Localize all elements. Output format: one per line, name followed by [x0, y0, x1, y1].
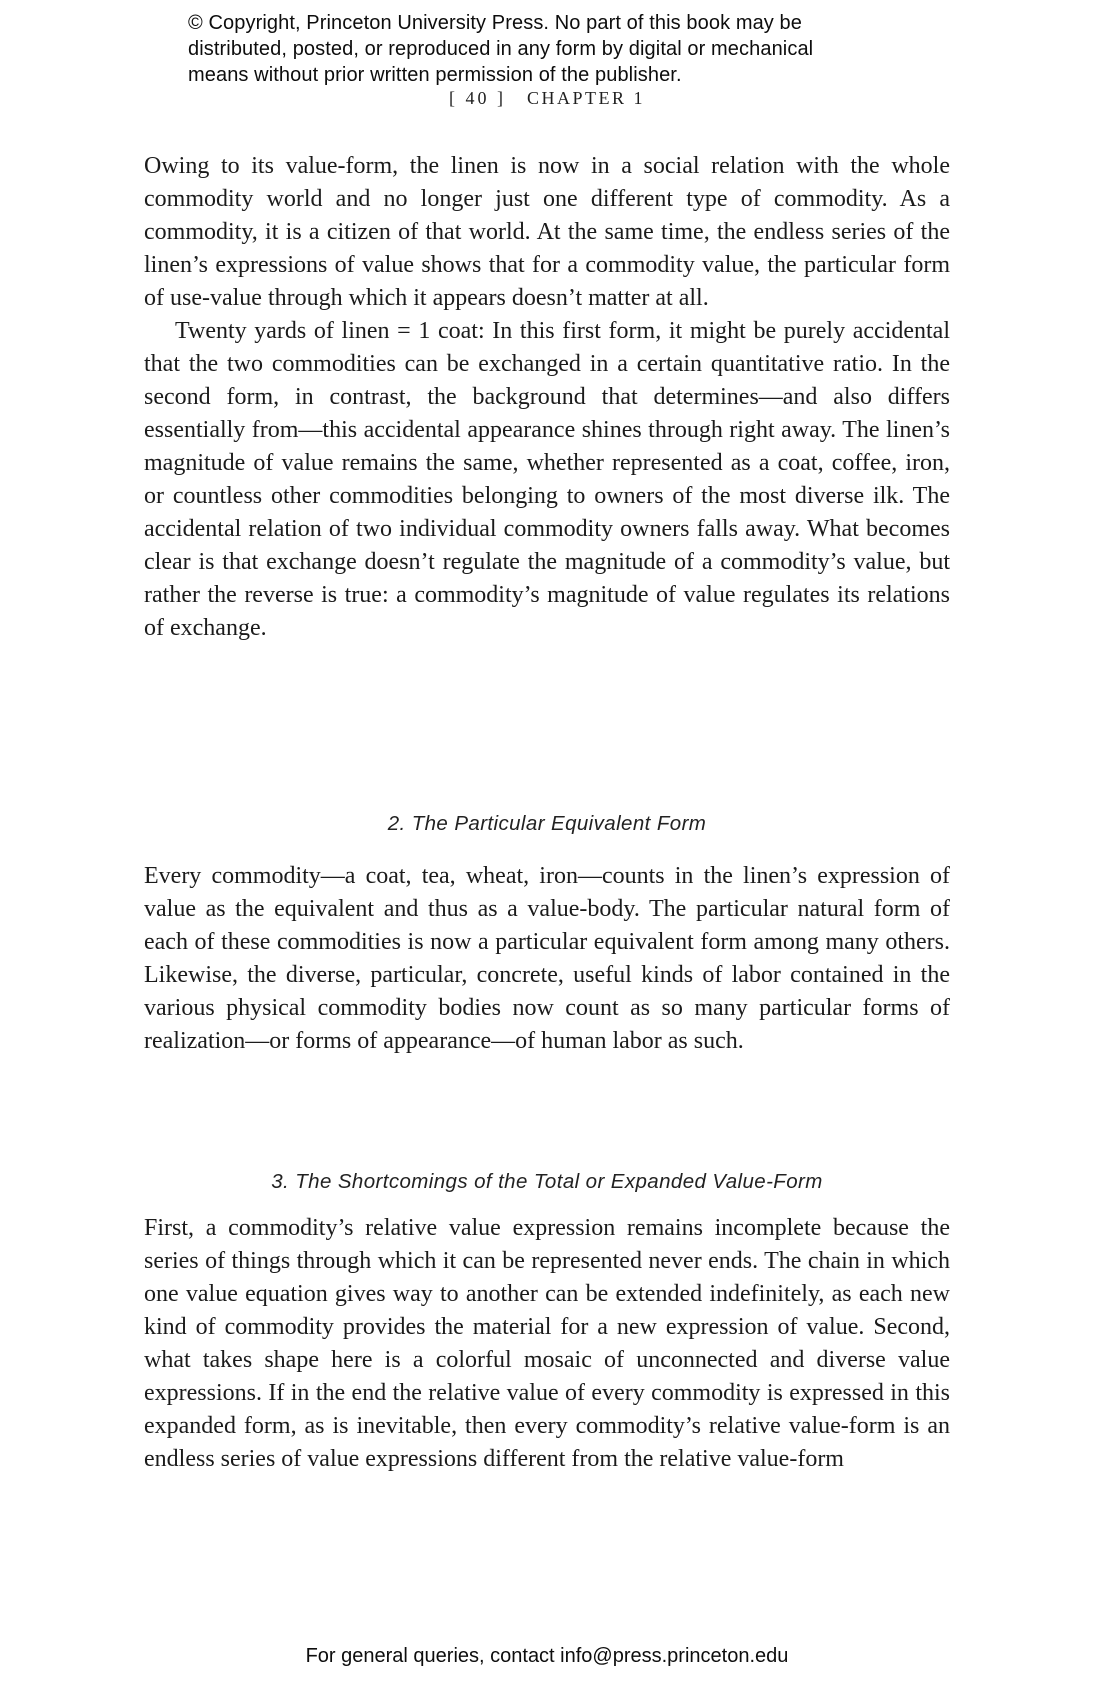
- running-head: [144, 88, 950, 109]
- page-footer: For general queries, contact info@press.princeton.edu: [305, 1645, 789, 1667]
- body-text-block-1: [144, 150, 950, 645]
- body-text-block-2: [144, 860, 950, 1058]
- copyright-line: © Copyright, Princeton University Press. No part of this book may be: [188, 12, 803, 34]
- copyright-notice: [188, 10, 813, 88]
- chapter-label: CHAPTER 1: [526, 88, 645, 108]
- page-number: [ 40 ]: [448, 88, 506, 108]
- copyright-line: means without prior written permission of the publisher.: [188, 64, 682, 86]
- section-heading-2: 2. The Particular Equivalent Form: [387, 812, 707, 835]
- paragraph: Twenty yards of linen = 1 coat: In this first form, it might be purely accidental that the two commodities can be exchanged in a certain quantitative ratio. In the second form, in contrast, the background that determines—and also differs essentially from—this accidental appearance shines through right away. The linen’s magnitude of value remains the same, whether represented as a coat, coffee, iron, or countless other commodities belonging to owners of the most diverse ilk. The accidental relation of two individual commodity owners falls away. What becomes clear is that exchange doesn’t regulate the magnitude of a commodity’s value, but rather the reverse is true: a commodity’s magnitude of value regulates its relations of exchange.: [144, 318, 950, 641]
- copyright-line: distributed, posted, or reproduced in any form by digital or mechanical: [188, 38, 814, 60]
- body-text-block-3: [144, 1212, 950, 1476]
- paragraph: First, a commodity’s relative value expression remains incomplete because the series of things through which it can be represented never ends. The chain in which one value equation gives way to another can be extended indefinitely, as each new kind of commodity provides the material for a new expression of value. Second, what takes shape here is a colorful mosaic of unconnected and diverse value expressions. If in the end the relative value of every commodity is expressed in this expanded form, as is inevitable, then every commodity’s relative value-form is an endless series of value expressions different from the relative value-form: [144, 1215, 950, 1472]
- paragraph: Every commodity—a coat, tea, wheat, iron—counts in the linen’s expression of value as the equivalent and thus as a value-body. The particular natural form of each of these commodities is now a particular equivalent form among many others. Likewise, the diverse, particular, concrete, useful kinds of labor contained in the various physical commodity bodies now count as so many particular forms of realization—or forms of appearance—of human labor as such.: [144, 863, 950, 1054]
- section-heading-3: 3. The Shortcomings of the Total or Expanded Value-Form: [271, 1170, 823, 1193]
- paragraph: Owing to its value-form, the linen is now in a social relation with the whole commodity world and no longer just one different type of commodity. As a commodity, it is a citizen of that world. At the same time, the endless series of the linen’s expressions of value shows that for a commodity value, the particular form of use-value through which it appears doesn’t matter at all.: [144, 153, 950, 311]
